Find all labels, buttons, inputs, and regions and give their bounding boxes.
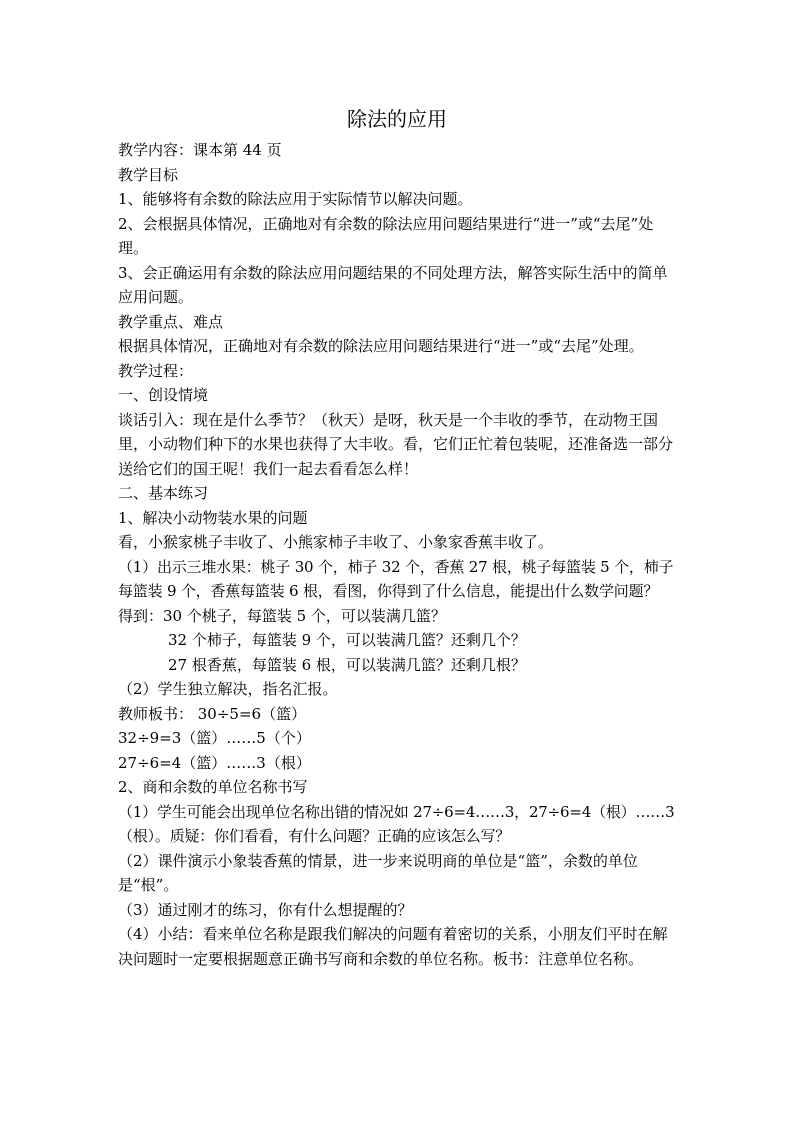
key-points-text: 根据具体情况，正确地对有余数的除法应用问题结果进行“进一”或“去尾”处理。 xyxy=(118,337,644,355)
teaching-content: 教学内容：课本第 44 页 xyxy=(118,141,282,159)
result-line-2: 32 个柿子，每篮装 9 个，可以装满几篮？还剩几个？ xyxy=(168,631,526,649)
board-writing-line-2: 32÷9=3（篮）……5（个） xyxy=(118,729,311,747)
section-heading-key-points: 教学重点、难点 xyxy=(118,312,224,331)
subheading-basic-practice: 二、基本练习 xyxy=(118,484,209,502)
intro-dialogue: 谈话引入：现在是什么季节？（秋天）是呀，秋天是一个丰收的季节，在动物王国里，小动物们种下的水果也获得了大丰收。看，它们正忙着包装呢，还准备选一部分送给它们的国王呢！我们一起去看看怎么样！ xyxy=(118,410,674,478)
document-title: 除法的应用 xyxy=(347,107,447,131)
unit-step-1: （1）学生可能会出现单位名称出错的情况如 27÷6=4……3，27÷6=4（根）……3（根）。质疑：你们看看，有什么问题？正确的应该怎么写？ xyxy=(118,802,675,845)
unit-step-4: （4）小结：看来单位名称是跟我们解决的问题有着密切的关系，小朋友们平时在解决问题时一定要根据题意正确书写商和余数的单位名称。板书：注意单位名称。 xyxy=(118,925,668,968)
result-line-1: 得到：30 个桃子，每篮装 5 个，可以装满几篮？ xyxy=(118,606,446,625)
board-writing-line-3: 27÷6=4（篮）……3（根） xyxy=(118,753,311,772)
subheading-scenario: 一、创设情境 xyxy=(118,386,209,404)
result-line-3: 27 根香蕉，每篮装 6 根，可以装满几篮？还剩几根？ xyxy=(168,655,526,674)
step-2-text: （2）学生独立解决，指名汇报。 xyxy=(118,680,338,698)
board-writing-line-1: 教师板书： 30÷5=6（篮） xyxy=(118,704,307,723)
section-heading-objectives: 教学目标 xyxy=(118,165,179,184)
unit-step-3: （3）通过刚才的练习，你有什么想提醒的？ xyxy=(118,900,413,919)
practice-item-2-heading: 2、商和余数的单位名称书写 xyxy=(118,778,308,796)
section-heading-process: 教学过程： xyxy=(118,361,194,380)
step-1-text: （1）出示三堆水果：桃子 30 个，柿子 32 个，香蕉 27 根，桃子每篮装 5 个，柿子每篮装 9 个，香蕉每篮装 6 根，看图，你得到了什么信息，能提出什么数学问题？ xyxy=(118,557,674,600)
unit-step-2: （2）课件演示小象装香蕉的情景，进一步来说明商的单位是“篮”，余数的单位是“根”。 xyxy=(118,851,638,894)
objective-3: 3、会正确运用有余数的除法应用问题结果的不同处理方法，解答实际生活中的简单应用问题。 xyxy=(118,263,668,306)
objective-2: 2、会根据具体情况，正确地对有余数的除法应用问题结果进行“进一”或“去尾”处理。 xyxy=(118,214,654,257)
objective-1: 1、能够将有余数的除法应用于实际情节以解决问题。 xyxy=(118,190,473,208)
practice-intro: 看，小猴家桃子丰收了、小熊家柿子丰收了、小象家香蕉丰收了。 xyxy=(118,533,554,551)
practice-item-1-heading: 1、解决小动物装水果的问题 xyxy=(118,508,308,527)
